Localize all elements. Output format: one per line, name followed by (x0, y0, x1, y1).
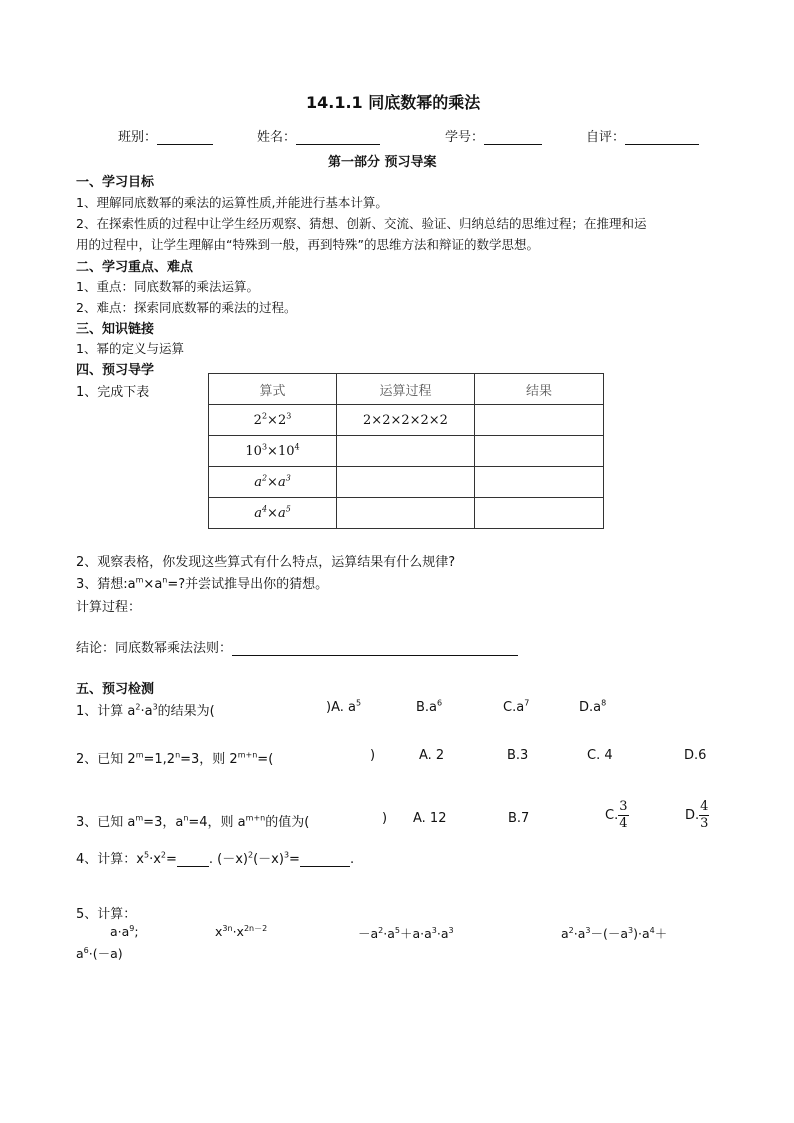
problem-5-expr-3: $-a^2\cdot a^5+a\cdot a^3\cdot a^3$ (358, 925, 454, 941)
process-cell[interactable] (337, 436, 475, 467)
s3-item-1: 1、幂的定义与运算 (76, 341, 184, 356)
problem-2: 2、已知 $2^m=1,2^n=3$，则 $2^{m+n}=$( (76, 750, 274, 767)
eval-field (586, 126, 699, 145)
problem-1: 1、计算 $a^2\cdot a^3$的结果为( (76, 702, 215, 719)
problem-2-option-c[interactable]: C. 4 (587, 748, 613, 763)
table-row (209, 498, 604, 529)
process-cell[interactable] (337, 467, 475, 498)
table-row (209, 436, 604, 467)
s4-question-1: 1、完成下表 (76, 385, 150, 400)
section-3-heading: 三、知识链接 (76, 322, 155, 337)
section-2-heading: 二、学习重点、难点 (76, 260, 194, 275)
problem-5-expr-2: $x^{3n}\cdot x^{2n-2}$ (215, 923, 268, 939)
process-cell[interactable] (337, 498, 475, 529)
s1-item-1: 1、理解同底数幂的乘法的运算性质,并能进行基本计算。 (76, 195, 388, 210)
problem-3: 3、已知 $a^m=3$，$a^n=4$，则 $a^{m+n}$的值为( (76, 813, 310, 830)
problem-1-option-b[interactable]: $B.a^6$ (416, 698, 443, 715)
problem-5-expr-4-cont: $a^6\cdot(-a)$ (76, 945, 123, 961)
fraction: $\frac{4}{3}$ (700, 799, 709, 831)
calc-process-label: 计算过程： (76, 600, 142, 615)
problem-1-option-a[interactable]: )A. $a^5$ (326, 698, 362, 715)
class-field (118, 126, 213, 145)
process-cell[interactable]: 2×2×2×2×2 (337, 405, 475, 436)
section-1-heading: 一、学习目标 (76, 175, 155, 190)
problem-5-expr-4: $a^2\cdot a^3-(-a^3)\cdot a^4+$ (561, 925, 668, 941)
problem-5-expr-1: $a\cdot a^9$; (110, 923, 139, 939)
fraction: $\frac{3}{4}$ (619, 799, 628, 831)
problem-1-option-c[interactable]: $C.a^7$ (503, 698, 530, 715)
problem-2-option-d[interactable]: D.6 (684, 748, 707, 763)
problem-5-label: 5、计算： (76, 907, 137, 922)
result-cell[interactable] (475, 467, 604, 498)
answer-blank[interactable] (300, 852, 350, 867)
expression-cell: $a^4\times a^5$ (209, 498, 337, 529)
result-cell[interactable] (475, 498, 604, 529)
problem-3-option-d[interactable]: D. $\frac{4}{3}$ (685, 799, 709, 831)
s1-item-2a: 2、在探索性质的过程中让学生经历观察、猜想、创新、交流、验证、归纳总结的思维过程；在推理和运 (76, 216, 647, 231)
expression-cell: $2^2\times 2^3$ (209, 405, 337, 436)
exponent-table (208, 373, 604, 529)
section-5-heading: 五、预习检测 (76, 682, 155, 697)
conclusion-line (76, 637, 518, 656)
name-field (257, 126, 380, 145)
name-label: 姓名： (257, 130, 297, 145)
s2-item-2: 2、难点：探索同底数幂的乘法的过程。 (76, 300, 297, 315)
number-label: 学号： (445, 130, 485, 145)
name-blank[interactable] (296, 130, 380, 145)
number-blank[interactable] (484, 130, 542, 145)
eval-label: 自评： (586, 130, 626, 145)
table-header-cell: 结果 (475, 374, 604, 405)
table-row (209, 405, 604, 436)
part-title: 第一部分 预习导案 (328, 155, 437, 170)
problem-2-option-b[interactable]: B.3 (507, 748, 529, 763)
problem-3-paren-close: ) (382, 811, 388, 826)
result-cell[interactable] (475, 436, 604, 467)
table-row (209, 467, 604, 498)
table-header-cell: 运算过程 (337, 374, 475, 405)
conclusion-label: 结论：同底数幂乘法法则： (76, 641, 233, 656)
expression-cell: $10^3\times 10^4$ (209, 436, 337, 467)
problem-3-option-c[interactable]: C. $\frac{3}{4}$ (605, 799, 628, 831)
s2-item-1: 1、重点：同底数幂的乘法运算。 (76, 279, 259, 294)
eval-blank[interactable] (625, 130, 699, 145)
number-field (445, 126, 542, 145)
table-header-cell: 算式 (209, 374, 337, 405)
problem-1-option-d[interactable]: $D.a^8$ (579, 698, 607, 715)
s1-item-2b: 用的过程中，让学生理解由“特殊到一般，再到特殊”的思维方法和辩证的数学思想。 (76, 237, 539, 252)
s4-question-3: 3、猜想$:a^m\times a^n=$?并尝试推导出你的猜想。 (76, 575, 329, 592)
expression-cell: $a^2\times a^3$ (209, 467, 337, 498)
section-4-heading: 四、预习导学 (76, 363, 155, 378)
conclusion-blank[interactable] (232, 641, 518, 656)
class-label: 班别： (118, 130, 158, 145)
problem-3-option-b[interactable]: B.7 (508, 811, 530, 826)
problem-2-option-a[interactable]: A. 2 (419, 748, 445, 763)
problem-3-option-a[interactable]: A. 12 (413, 811, 447, 826)
page-title: 14.1.1 同底数幂的乘法 (306, 93, 481, 112)
answer-blank[interactable] (177, 852, 209, 867)
table-header-row (209, 374, 604, 405)
s4-question-2: 2、观察表格，你发现这些算式有什么特点，运算结果有什么规律? (76, 555, 456, 570)
class-blank[interactable] (157, 130, 213, 145)
problem-4: 4、计算：$x^5\cdot x^2=$ . $(-x)^2(-x)^3=$ . (76, 850, 355, 867)
result-cell[interactable] (475, 405, 604, 436)
problem-2-paren-close: ) (370, 748, 376, 763)
